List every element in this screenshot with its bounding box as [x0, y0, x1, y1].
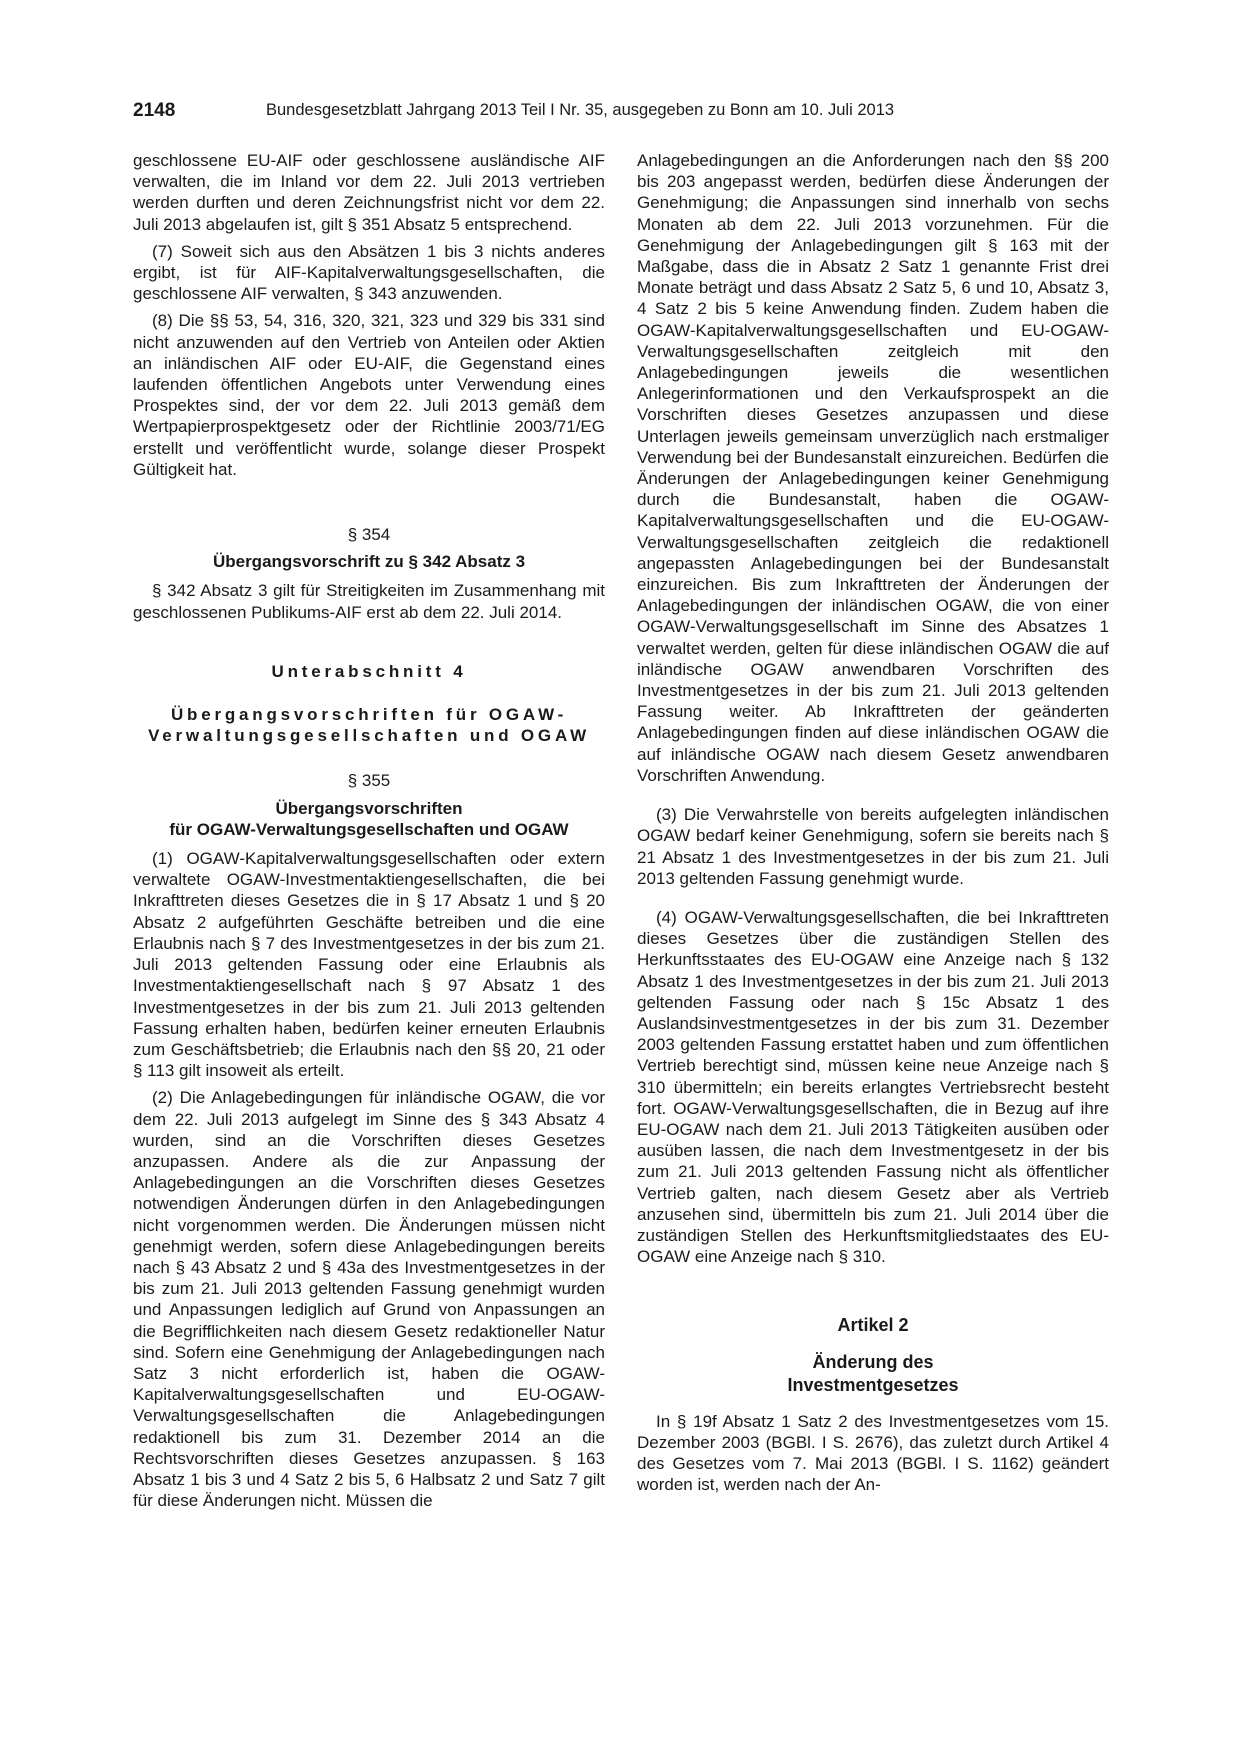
page-header — [133, 100, 973, 126]
paragraph-8: (8) Die §§ 53, 54, 316, 320, 321, 323 und 329 bis 331 sind nicht anzuwenden auf den Vertrieb von Anteilen oder Aktien an inländischen AIF oder EU-AIF, die Gegenstand eines laufenden öffentlichen Angebots unter Verwendung eines Prospektes sind, der vor dem 22. Juli 2013 gemäß dem Wertpapierprospektgesetz oder der Richtlinie 2003/71/EG erstellt und veröffentlicht wurde, solange dieser Prospekt Gültigkeit hat. — [133, 311, 605, 479]
section-355-paragraph-1: (1) OGAW-Kapitalverwaltungsgesellschaften oder extern verwaltete OGAW-Investmentaktiengesellschaften, die bei Inkrafttreten dieses Gesetzes die in § 17 Absatz 1 und § 20 Absatz 2 aufgeführten Geschäfte betreiben und die eine Erlaubnis nach § 7 des Investmentgesetzes in der bis zum 21. Juli 2013 geltenden Fassung oder eine Erlaubnis als Investmentaktiengesellschaft nach § 97 Absatz 1 des Investmentgesetzes in der bis zum 21. Juli 2013 geltenden Fassung erhalten haben, bedürfen keiner erneuten Erlaubnis zum Geschäftsbetrieb; die Erlaubnis nach den §§ 20, 21 oder § 113 gilt insoweit als erteilt. — [133, 849, 605, 1081]
section-355-title-line-2: für OGAW-Verwaltungsgesellschaften und OGAW — [169, 819, 569, 839]
subsection-4-label: Unterabschnitt 4 — [271, 661, 467, 681]
subsection-4-title-line-1: Übergangsvorschriften für OGAW- — [170, 705, 568, 725]
article-2-title-line-1: Änderung des — [812, 1351, 934, 1372]
left-column — [133, 150, 605, 1517]
article-2-title-line-2: Investmentgesetzes — [787, 1374, 959, 1395]
paragraph-continued: Anlagebedingungen an die Anforderungen nach den §§ 200 bis 203 angepasst werden, bedürfen diese Änderungen der Genehmigung; die Anpassungen sind innerhalb von sechs Monaten ab dem 22. Juli 2013 vorzunehmen. Für die Genehmigung der Anlagebedingungen gilt § 163 mit der Maßgabe, dass die in Absatz 2 Satz 1 genannte Frist drei Monate beträgt und dass Absatz 2 Satz 5, 6 und 10, Absatz 3, 4 Satz 2 bis 5 keine Anwendung finden. Zudem haben die OGAW-Kapitalverwaltungsgesellschaften und EU-OGAW-Verwaltungsgesellschaften zeitgleich mit den Anlagebedingungen jeweils die wesentlichen Anlegerinformationen und den Verkaufsprospekt an die Vorschriften dieses Gesetzes anzupassen und diese Unterlagen jeweils gemeinsam unverzüglich nach erstmaliger Verwendung bei der Bundesanstalt einzureichen. Bedürfen die Änderungen der Anlagebedingungen keiner Genehmigung durch die Bundesanstalt, haben die OGAW-Kapitalverwaltungsgesellschaften und die EU-OGAW-Verwaltungsgesellschaften zeitgleich die redaktionell angepassten Anlagebedingungen bei der Bundesanstalt einzureichen. Bis zum Inkrafttreten der Änderungen der Anlagebedingungen der inländischen OGAW, die von einer OGAW-Verwaltungsgesellschaft im Sinne des Absatzes 1 verwaltet werden, gelten für diese inländischen OGAW die auf inländische OGAW anwendbaren Vorschriften des Investmentgesetzes in der bis zum 21. Juli 2013 geltenden Fassung weiter. Ab Inkrafttreten der geänderten Anlagebedingungen finden auf diese inländischen OGAW die auf inländische OGAW nach diesem Gesetz anwendbaren Vorschriften Anwendung. — [637, 151, 1109, 785]
section-354-number: § 354 — [347, 525, 391, 545]
section-355-paragraph-2: (2) Die Anlagebedingungen für inländische OGAW, die vor dem 22. Juli 2013 aufgelegt im Sinne des § 343 Absatz 4 wurden, sind an die Vorschriften dieses Gesetzes anzupassen. Andere als die zur Anpassung der Anlagebedingungen an die Vorschriften dieses Gesetzes notwendigen Änderungen dürfen in den Anlagebedingungen nicht vorgenommen werden. Die Änderungen müssen nicht genehmigt werden, sofern diese Anlagebedingungen bereits nach § 43 Absatz 2 und § 43a des Investmentgesetzes in der bis zum 21. Juli 2013 geltenden Fassung genehmigt wurden und Anpassungen lediglich auf Grund von Anpassungen an die Begrifflichkeiten nach diesem Gesetz redaktioneller Natur sind. Sofern eine Genehmigung der Anlagebedingungen nach Satz 3 nicht erforderlich ist, haben die OGAW-Kapitalverwaltungsgesellschaften und EU-OGAW-Verwaltungsgesellschaften die Anlagebedingungen redaktionell bis zum 31. Dezember 2014 an die Rechtsvorschriften dieses Gesetzes anzupassen. § 163 Absatz 1 bis 3 und 4 Satz 2 bis 5, 6 Halbsatz 2 und Satz 7 gilt für diese Änderungen nicht. Müssen die — [133, 1088, 605, 1511]
section-355-paragraph-3: (3) Die Verwahrstelle von bereits aufgelegten inländischen OGAW bedarf keiner Genehmigung, sofern sie bereits nach § 21 Absatz 1 des Investmentgesetzes in der bis zum 21. Juli 2013 geltenden Fassung genehmigt wurde. — [637, 805, 1109, 888]
section-354-text: § 342 Absatz 3 gilt für Streitigkeiten im Zusammenhang mit geschlossenen Publikums-AIF erst ab dem 22. Juli 2014. — [133, 581, 605, 622]
subsection-4-title-line-2: Verwaltungsgesellschaften und OGAW — [148, 726, 590, 746]
section-355-title-line-1: Übergangsvorschriften — [275, 798, 463, 818]
section-355-number: § 355 — [347, 771, 391, 791]
section-354-title: Übergangsvorschrift zu § 342 Absatz 3 — [212, 552, 526, 572]
right-column — [637, 150, 1109, 1501]
running-title: Bundesgesetzblatt Jahrgang 2013 Teil I Nr. 35, ausgegeben zu Bonn am 10. Juli 2013 — [266, 101, 895, 119]
article-2-text: In § 19f Absatz 1 Satz 2 des Investmentgesetzes vom 15. Dezember 2003 (BGBl. I S. 2676), das zuletzt durch Artikel 4 des Gesetzes vom 7. Mai 2013 (BGBl. I S. 1162) geändert worden ist, werden nach der An- — [637, 1411, 1109, 1495]
page-number: 2148 — [133, 100, 176, 121]
paragraph-continued: geschlossene EU-AIF oder geschlossene ausländische AIF verwalten, die im Inland vor dem 22. Juli 2013 vertrieben werden durften und deren Zeichnungsfrist nicht vor dem 22. Juli 2013 abgelaufen ist, gilt § 351 Absatz 5 entsprechend. — [133, 151, 605, 234]
article-2-label: Artikel 2 — [837, 1315, 909, 1336]
section-355-paragraph-4: (4) OGAW-Verwaltungsgesellschaften, die bei Inkrafttreten dieses Gesetzes über die zuständigen Stellen des Herkunftsstaates des EU-OGAW eine Anzeige nach § 132 Absatz 1 des Investmentgesetzes in der bis zum 21. Juli 2013 geltenden Fassung oder nach § 15c Absatz 1 des Auslandsinvestmentgesetzes in der bis zum 31. Dezember 2003 geltenden Fassung erstattet haben und zum öffentlichen Vertrieb berechtigt sind, müssen keine neue Anzeige nach § 310 übermitteln; ein bereits erlangtes Vertriebsrecht besteht fort. OGAW-Verwaltungsgesellschaften, die in Bezug auf ihre EU-OGAW nach dem 21. Juli 2013 Tätigkeiten ausüben oder ausüben lassen, die nach dem Investmentgesetz in der bis zum 21. Juli 2013 geltenden Fassung nicht als öffentlicher Vertrieb galten, nach diesem Gesetz aber als Vertrieb anzusehen sind, übermitteln bis zum 21. Juli 2014 über die zuständigen Stellen des Herkunftsmitgliedstaates des EU-OGAW eine Anzeige nach § 310. — [637, 907, 1109, 1267]
paragraph-7: (7) Soweit sich aus den Absätzen 1 bis 3 nichts anderes ergibt, ist für AIF-Kapitalverwaltungsgesellschaften, die geschlossene AIF verwalten, § 343 anzuwenden. — [133, 241, 605, 304]
